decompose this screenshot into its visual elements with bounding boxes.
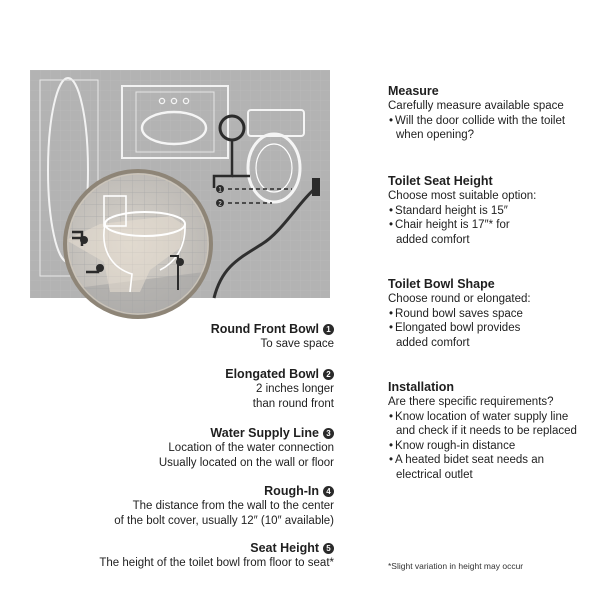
guide-bullet: • Will the door collide with the toilet when opening?	[388, 114, 593, 143]
feature-seat-height	[34, 541, 334, 571]
guide-bullet: • Chair height is 17″* for added comfort	[388, 218, 526, 247]
feature-elongated-bowl	[34, 367, 334, 411]
feature-title: Rough-In	[264, 484, 319, 498]
guide-seat-height	[388, 174, 593, 247]
feature-desc: The distance from the wall to the center	[132, 500, 334, 512]
feature-desc: than round front	[252, 397, 334, 410]
feature-round-bowl	[34, 322, 334, 352]
guide-bullet: • Standard height is 15″	[388, 204, 593, 219]
feature-number: 3	[323, 428, 334, 439]
feature-title: Water Supply Line	[210, 426, 319, 440]
guide-measure	[388, 84, 593, 143]
feature-desc: of the bolt cover, usually 12″ (10″ available)	[114, 514, 334, 527]
feature-desc: Usually located on the wall or floor	[158, 456, 334, 469]
guide-title: Toilet Bowl Shape	[388, 277, 495, 291]
guide-bullet: • Elongated bowl provides added comfort	[388, 321, 536, 350]
feature-desc: 2 inches longer	[256, 383, 334, 395]
feature-rough-in	[34, 484, 334, 528]
guide-sub: Are there specific requirements?	[388, 396, 554, 408]
feature-desc: To save space	[260, 338, 334, 350]
guide-bowl-shape	[388, 277, 593, 350]
feature-desc: The height of the toilet bowl from floor to seat*	[99, 557, 334, 569]
guide-bullet: • Know rough-in distance	[388, 439, 593, 454]
feature-number: 4	[323, 486, 334, 497]
guide-sub: Carefully measure available space	[388, 100, 564, 112]
guide-installation	[388, 380, 593, 482]
marker-2-label: 2	[218, 201, 222, 208]
feature-title: Round Front Bowl	[210, 322, 319, 336]
guide-bullet: • Round bowl saves space	[388, 307, 593, 322]
wall-valve	[312, 178, 320, 196]
feature-water-supply	[34, 426, 334, 470]
footnote: *Slight variation in height may occur	[388, 561, 524, 571]
guide-bullet: • A heated bidet seat needs an electrical outlet	[388, 453, 556, 482]
feature-number: 1	[323, 324, 334, 335]
feature-title: Seat Height	[250, 541, 319, 555]
feature-desc: Location of the water connection	[168, 442, 334, 454]
feature-number: 5	[323, 543, 334, 554]
guide-sub: Choose round or elongated:	[388, 293, 531, 305]
feature-title: Elongated Bowl	[225, 367, 319, 381]
guide-title: Measure	[388, 84, 439, 98]
guide-sub: Choose most suitable option:	[388, 190, 537, 202]
guide-title: Toilet Seat Height	[388, 174, 493, 188]
marker-1-label: 1	[218, 187, 222, 194]
guide-title: Installation	[388, 380, 454, 394]
guide-bullet: • Know location of water supply line and check if it needs to be replaced	[388, 410, 586, 439]
feature-number: 2	[323, 369, 334, 380]
